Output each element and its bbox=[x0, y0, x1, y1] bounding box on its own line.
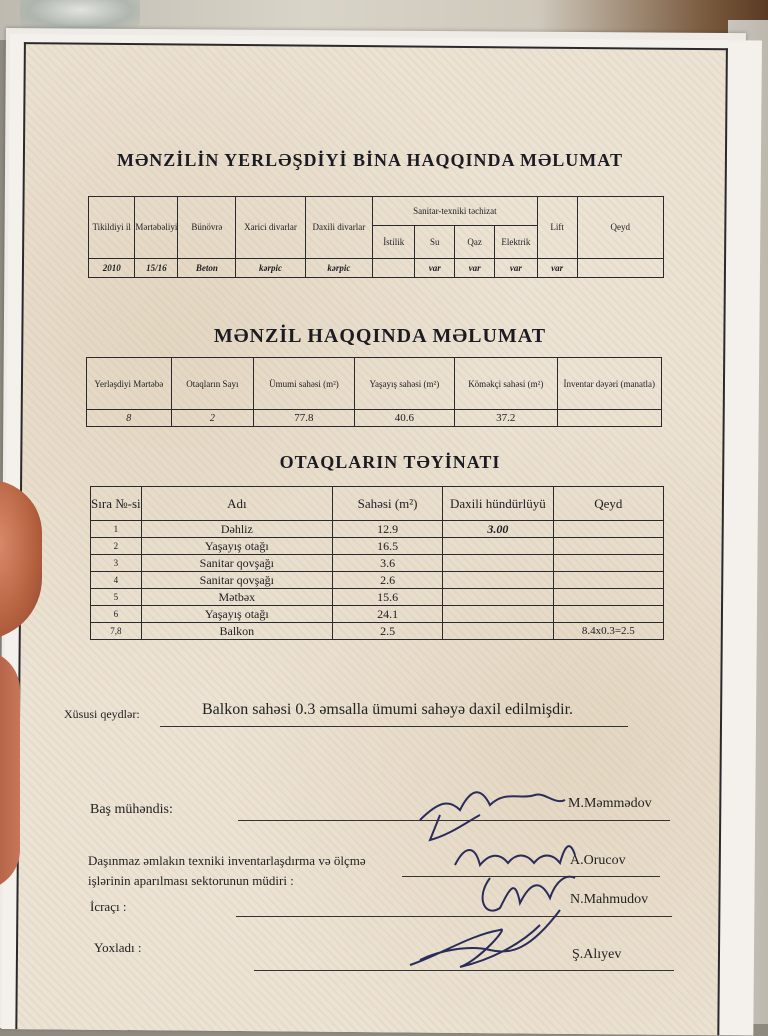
room-area-cell: 12.9 bbox=[332, 521, 442, 538]
room-note-cell bbox=[553, 606, 663, 623]
room-note-cell bbox=[553, 572, 663, 589]
header-floor: Yerləşdiyi Mərtəbə bbox=[87, 358, 172, 410]
room-name-cell: Yaşayış otağı bbox=[141, 606, 332, 623]
room-area-cell: 3.6 bbox=[332, 555, 442, 572]
room-height-cell bbox=[443, 623, 553, 640]
value-note bbox=[577, 258, 663, 278]
hand bbox=[0, 650, 20, 890]
room-height-cell bbox=[443, 606, 553, 623]
table-row bbox=[91, 521, 664, 538]
header-outer-walls: Xarici divarlar bbox=[236, 197, 305, 259]
table-row bbox=[91, 589, 664, 606]
background-glass bbox=[20, 0, 140, 30]
header-heating: İstilik bbox=[373, 225, 415, 258]
header-sanitary-group: Sanitar-texniki təchizat bbox=[373, 197, 538, 226]
room-name-cell: Yaşayış otağı bbox=[141, 538, 332, 555]
room-no-cell: 2 bbox=[91, 538, 142, 555]
room-area-cell: 2.5 bbox=[332, 623, 442, 640]
special-notes-text: Balkon sahəsi 0.3 əmsalla ümumi sahəyə daxil edilmişdir. bbox=[202, 701, 574, 718]
value-water: var bbox=[415, 258, 455, 278]
apartment-info-title: MƏNZİL HAQQINDA MƏLUMAT bbox=[213, 325, 547, 347]
room-note-cell bbox=[553, 521, 663, 538]
chief-engineer-name: M.Məmmədov bbox=[568, 796, 652, 811]
sector-head-label-line2: işlərinin aparılması sektorunun müdiri : bbox=[88, 873, 294, 888]
room-height-cell: 3.00 bbox=[443, 521, 553, 538]
value-floor: 8 bbox=[87, 410, 172, 427]
chief-engineer-label: Baş mühəndis: bbox=[90, 802, 173, 817]
header-inventory-value: İnventar dəyəri (manatla) bbox=[557, 358, 661, 410]
room-name-cell: Sanitar qovşağı bbox=[141, 572, 332, 589]
value-total-area: 77.8 bbox=[254, 410, 354, 427]
table-row bbox=[91, 538, 664, 555]
table-row bbox=[91, 623, 664, 640]
room-no-cell: 1 bbox=[91, 521, 142, 538]
room-area-cell: 16.5 bbox=[332, 538, 442, 555]
header-room-area: Sahəsi (m²) bbox=[332, 487, 442, 521]
special-notes-underline bbox=[160, 726, 628, 727]
header-lift: Lift bbox=[537, 197, 577, 259]
value-built-year: 2010 bbox=[89, 258, 135, 278]
header-inner-walls: Daxili divarlar bbox=[305, 197, 372, 259]
header-water: Su bbox=[415, 225, 455, 258]
value-lift: var bbox=[537, 258, 577, 278]
value-rooms: 2 bbox=[171, 410, 254, 427]
header-total-area: Ümumi sahəsi (m²) bbox=[254, 358, 354, 410]
value-inventory-value bbox=[557, 410, 661, 427]
building-info-title: MƏNZİLİN YERLƏŞDİYİ BİNA HAQQINDA MƏLUMAT bbox=[117, 150, 623, 170]
room-area-cell: 2.6 bbox=[332, 572, 442, 589]
value-inner-walls: kərpic bbox=[305, 258, 372, 278]
value-electric: var bbox=[495, 258, 537, 278]
room-height-cell bbox=[443, 589, 553, 606]
header-gas: Qaz bbox=[455, 225, 495, 258]
header-room-name: Adı bbox=[141, 487, 332, 521]
checked-signature bbox=[400, 905, 570, 980]
value-gas: var bbox=[455, 258, 495, 278]
sector-head-name: A.Orucov bbox=[570, 853, 626, 868]
header-electric: Elektrik bbox=[495, 225, 537, 258]
room-note-cell bbox=[553, 589, 663, 606]
room-no-cell: 7,8 bbox=[91, 623, 142, 640]
value-floors: 15/16 bbox=[135, 258, 178, 278]
room-note-cell bbox=[553, 538, 663, 555]
checked-name: Ş.Alıyev bbox=[572, 947, 622, 962]
room-name-cell: Mətbəx bbox=[141, 589, 332, 606]
room-name-cell: Dəhliz bbox=[141, 521, 332, 538]
header-note: Qeyd bbox=[577, 197, 663, 259]
executor-name: N.Mahmudov bbox=[570, 892, 649, 907]
value-living-area: 40.6 bbox=[354, 410, 454, 427]
room-area-cell: 15.6 bbox=[332, 589, 442, 606]
room-note-cell bbox=[553, 555, 663, 572]
room-name-cell: Balkon bbox=[141, 623, 332, 640]
apartment-info-table bbox=[86, 357, 662, 427]
header-foundation: Bünövrə bbox=[178, 197, 236, 259]
room-no-cell: 5 bbox=[91, 589, 142, 606]
room-no-cell: 6 bbox=[91, 606, 142, 623]
header-row-number: Sıra №-si bbox=[91, 487, 142, 521]
header-room-height: Daxili hündürlüyü bbox=[443, 487, 553, 521]
rooms-table bbox=[90, 486, 664, 640]
table-row bbox=[91, 572, 664, 589]
value-foundation: Beton bbox=[178, 258, 236, 278]
header-room-note: Qeyd bbox=[553, 487, 663, 521]
room-name-cell: Sanitar qovşağı bbox=[141, 555, 332, 572]
value-heating bbox=[373, 258, 415, 278]
header-rooms: Otaqların Sayı bbox=[171, 358, 254, 410]
room-no-cell: 4 bbox=[91, 572, 142, 589]
header-floors: Mərtəbəliyi bbox=[135, 197, 178, 259]
header-aux-area: Köməkçi sahəsi (m²) bbox=[455, 358, 557, 410]
executor-label: İcraçı : bbox=[90, 899, 127, 914]
table-row bbox=[91, 555, 664, 572]
header-living-area: Yaşayış sahəsi (m²) bbox=[354, 358, 454, 410]
room-height-cell bbox=[443, 538, 553, 555]
checked-label: Yoxladı : bbox=[94, 940, 142, 955]
sector-head-label-line1: Daşınmaz əmlakın texniki inventarlaşdırma və ölçmə bbox=[88, 853, 366, 868]
rooms-purpose-title: OTAQLARIN TƏYİNATI bbox=[279, 452, 501, 472]
header-built-year: Tikildiyi il bbox=[89, 197, 135, 259]
building-info-table bbox=[88, 196, 664, 278]
special-notes-label: Xüsusi qeydlər: bbox=[64, 707, 140, 721]
rooms-table-body bbox=[91, 521, 664, 640]
room-note-cell: 8.4x0.3=2.5 bbox=[553, 623, 663, 640]
value-outer-walls: kərpic bbox=[236, 258, 305, 278]
room-no-cell: 3 bbox=[91, 555, 142, 572]
room-area-cell: 24.1 bbox=[332, 606, 442, 623]
value-aux-area: 37.2 bbox=[455, 410, 557, 427]
room-height-cell bbox=[443, 572, 553, 589]
room-height-cell bbox=[443, 555, 553, 572]
table-row bbox=[91, 606, 664, 623]
